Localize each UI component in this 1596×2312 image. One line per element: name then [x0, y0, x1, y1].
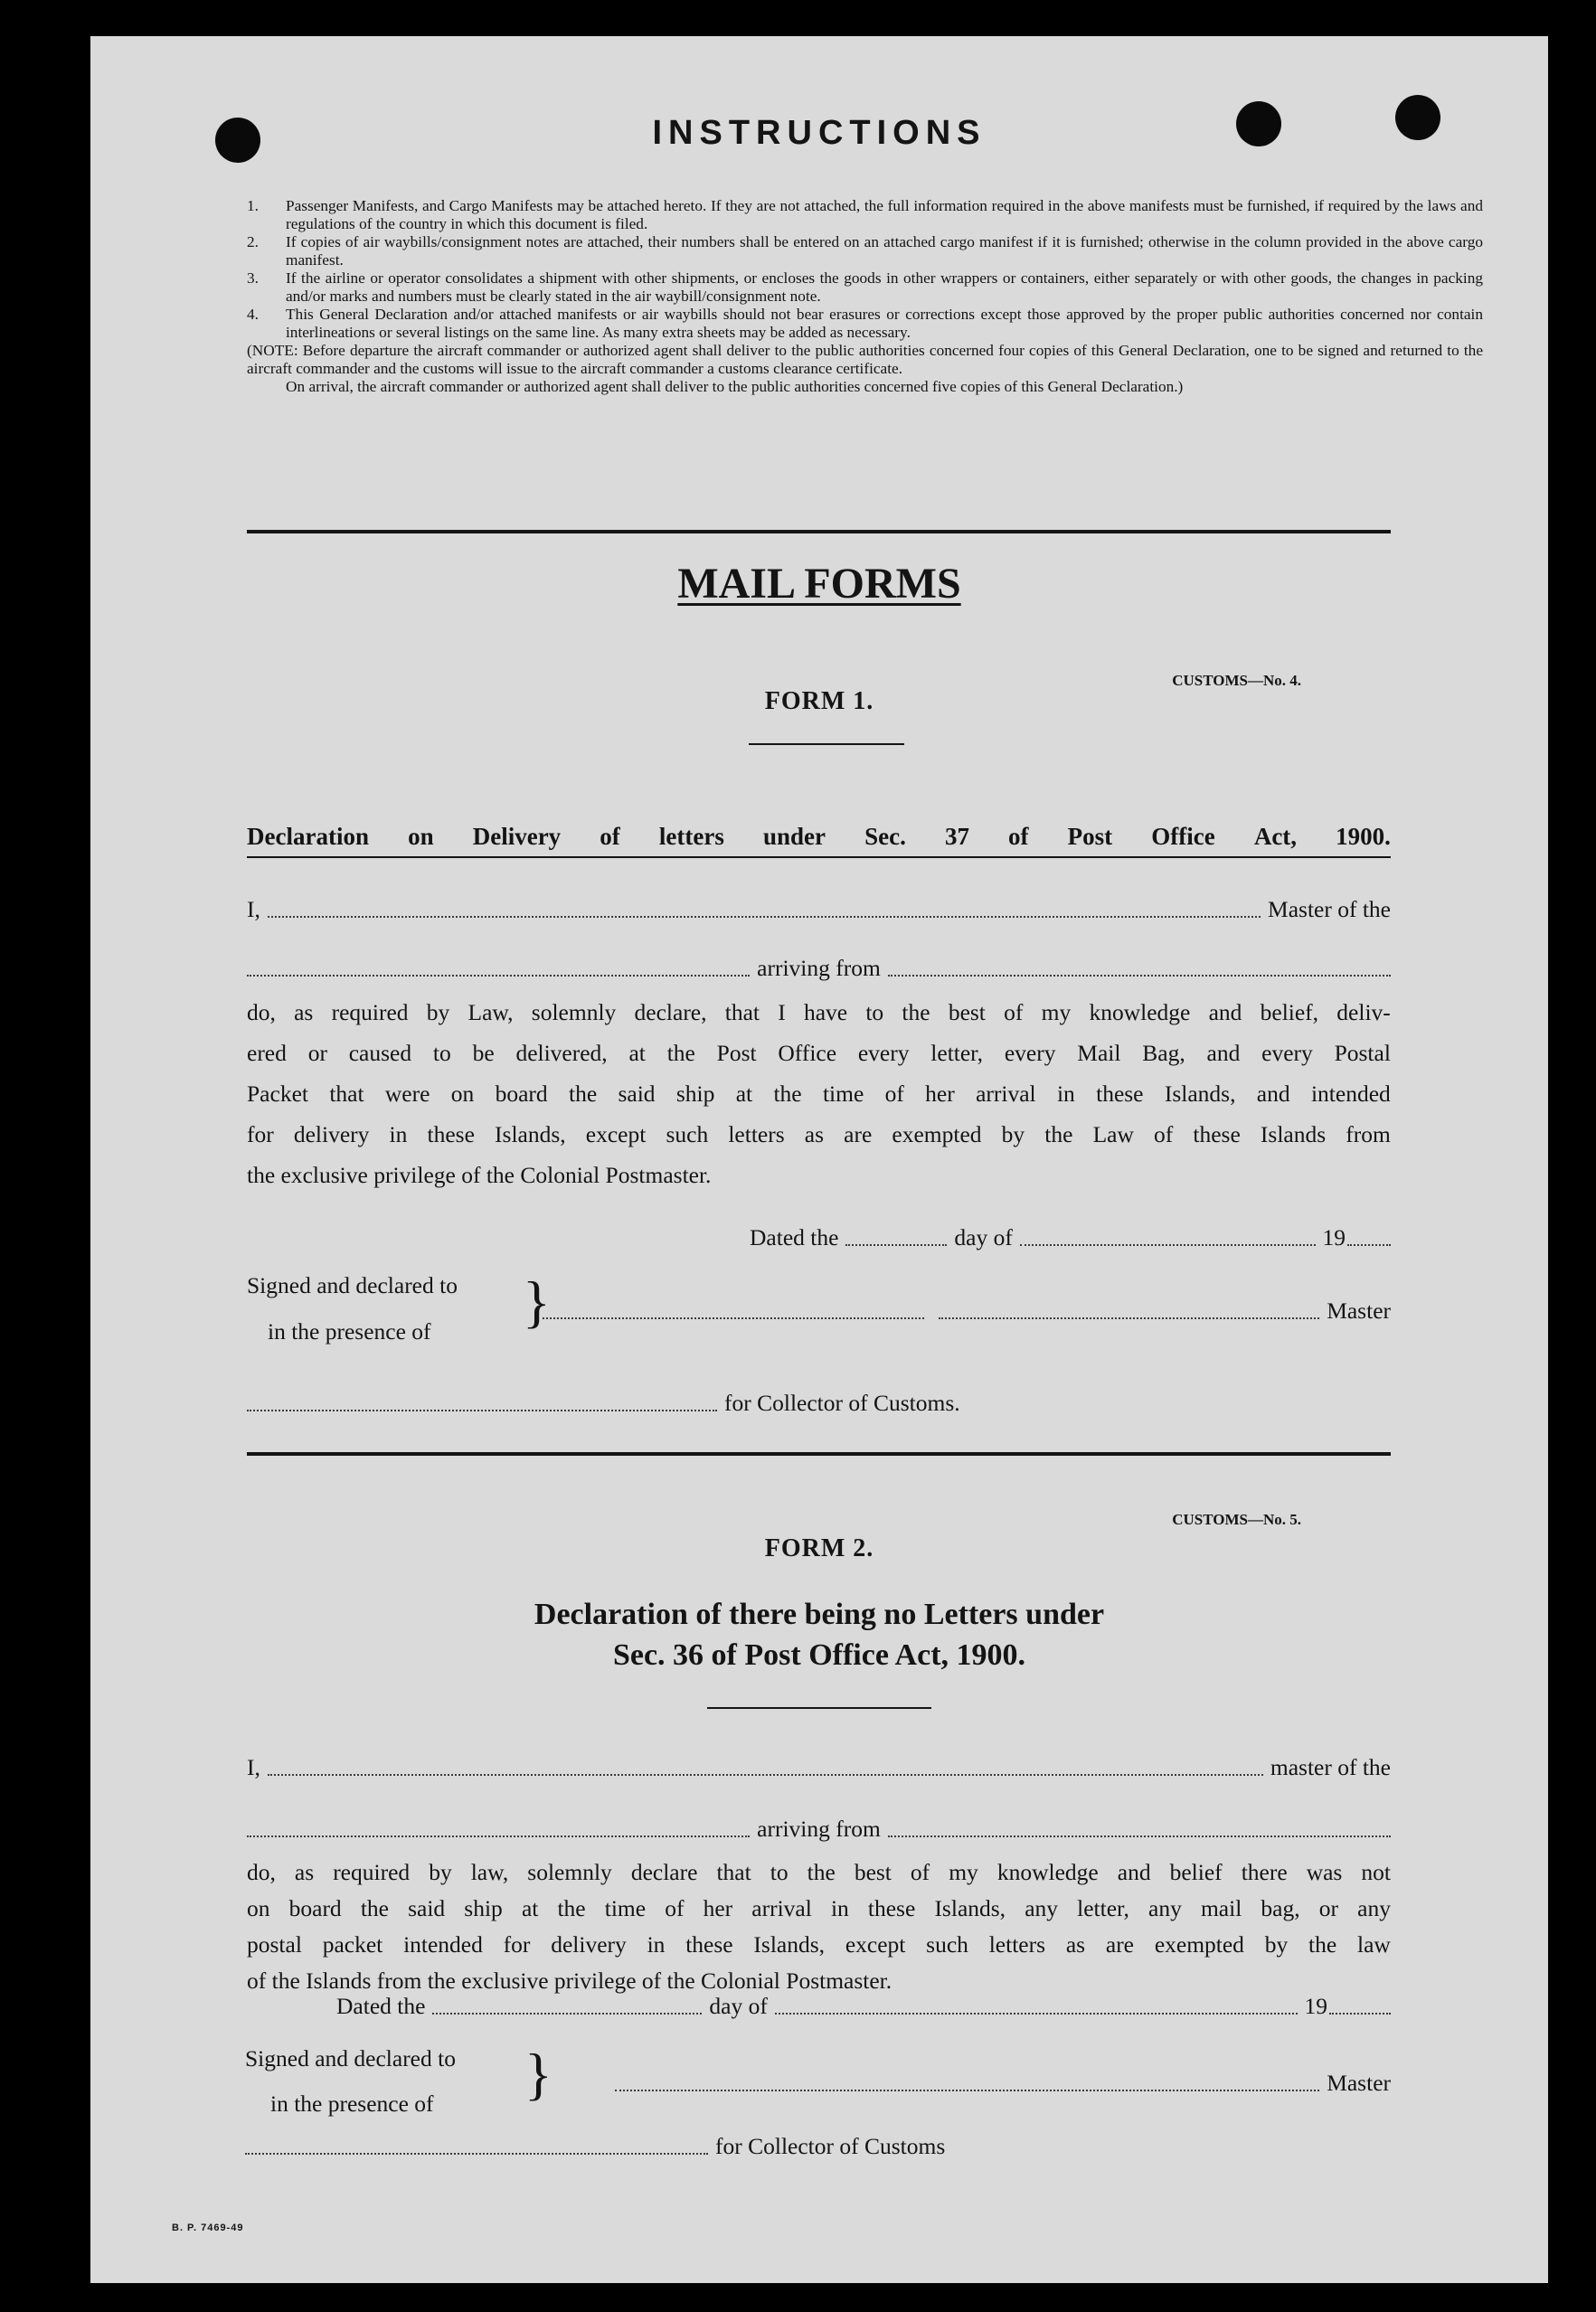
ship-field[interactable]: [247, 1835, 750, 1837]
form2-body: [247, 1854, 1391, 1999]
form2-arriving-line: [247, 1816, 1391, 1843]
name-field[interactable]: [268, 916, 1261, 918]
declaration-word: Sec.: [864, 823, 906, 850]
form2-dated-line: [336, 1993, 1391, 2020]
master-of-the-label: master of the: [1270, 1754, 1391, 1780]
declaration-word: of: [1008, 823, 1029, 850]
master-label: Master: [1327, 2070, 1391, 2096]
instruction-item: 2. If copies of air waybills/consignment notes are attached, their numbers shall be entered on an attached cargo manifest if it is furnished; otherwise in the column provided in the above cargo manifest.: [247, 233, 1483, 269]
origin-field[interactable]: [888, 975, 1391, 977]
instruction-item: 3. If the airline or operator consolidates a shipment with other shipments, or encloses the goods in other wrappers or containers, either separately or with other goods, the changes in packing and/or marks and numbers must be clearly stated in the air waybill/consignment note.: [247, 269, 1483, 305]
declaration-word: Act,: [1253, 823, 1298, 850]
master-signature-field[interactable]: [615, 2090, 1319, 2091]
customs-number: CUSTOMS—No. 4.: [1172, 672, 1301, 689]
form1-arriving-line: [247, 955, 1391, 982]
declaration-word: under: [762, 823, 826, 850]
brace: }: [523, 1269, 551, 1334]
declaration-word: 37: [944, 823, 969, 850]
document-page: [90, 36, 1548, 2283]
form1-declaration-title: [247, 823, 1391, 851]
body-line: postal packet intended for delivery in these Islands, except such letters as are exempted by the law: [247, 1931, 1391, 1958]
instructions-list: [247, 197, 1483, 396]
ship-field[interactable]: [247, 975, 750, 977]
master-signature-field[interactable]: [939, 1317, 1320, 1319]
collector-signature-field[interactable]: [247, 1410, 717, 1411]
form2-master-sign-line: [615, 2070, 1391, 2097]
form1-body: [247, 992, 1391, 1195]
declaration-word: on: [408, 823, 434, 850]
arriving-from-label: arriving from: [757, 1816, 881, 1842]
declaration-word: Office: [1151, 823, 1215, 850]
declaration-word: Post: [1067, 823, 1113, 850]
customs-number: CUSTOMS—No. 5.: [1172, 1511, 1301, 1528]
year-field[interactable]: [1329, 2013, 1391, 2015]
name-field[interactable]: [268, 1774, 1263, 1776]
instruction-note-arrival: On arrival, the aircraft commander or authorized agent shall deliver to the public authorities concerned five copies of this General Declaration.): [286, 378, 1184, 395]
year-label: 19: [1322, 1224, 1346, 1250]
collector-signature-field[interactable]: [245, 2153, 708, 2155]
day-of-label: day of: [954, 1224, 1013, 1250]
dated-label: Dated the: [336, 1993, 426, 2019]
collector-label: for Collector of Customs: [715, 2133, 946, 2159]
form2-title-line1: Declaration of there being no Letters under: [534, 1598, 1105, 1631]
form2-heading: FORM 2.: [764, 1534, 874, 1562]
signed-declared-label: Signed and declared to: [247, 1272, 458, 1298]
origin-field[interactable]: [888, 1835, 1391, 1837]
body-line: Packet that were on board the said ship at the time of her arrival in these Islands, and intended: [247, 1081, 1391, 1107]
presence-label: in the presence of: [270, 2090, 434, 2117]
declaration-word: 1900.: [1336, 823, 1391, 850]
signed-declared-label: Signed and declared to: [245, 2045, 456, 2071]
heading-rule: [707, 1707, 931, 1709]
date-field[interactable]: [432, 2013, 702, 2015]
form1-master-line: [247, 896, 1391, 923]
i-label: I,: [247, 896, 260, 922]
instruction-item: 1. Passenger Manifests, and Cargo Manifests may be attached hereto. If they are not attached, the full information required in the above manifests must be furnished, if required by the laws and regulations of the country in which this document is filed.: [247, 197, 1483, 232]
body-line: do, as required by Law, solemnly declare, that I have to the best of my knowledge and belief, deliv-: [247, 999, 1391, 1025]
body-line: do, as required by law, solemnly declare that to the best of my knowledge and belief there was not: [247, 1859, 1391, 1885]
i-label: I,: [247, 1754, 260, 1780]
declaration-word: Delivery: [472, 823, 562, 850]
instruction-note: (NOTE: Before departure the aircraft commander or authorized agent shall deliver to the public authorities concerned four copies of this General Declaration, one to be signed and returned to the aircraft commander and the customs will issue to the aircraft commander a customs clearance certificate.: [247, 342, 1483, 377]
form1-collector-line: [247, 1390, 1115, 1417]
day-of-label: day of: [709, 1993, 768, 2019]
instructions-title: INSTRUCTIONS: [652, 114, 987, 152]
witness-field[interactable]: [543, 1317, 924, 1319]
year-label: 19: [1304, 1993, 1327, 2019]
master-label: Master: [1327, 1298, 1391, 1324]
heading-rule: [749, 743, 904, 745]
collector-label: for Collector of Customs.: [724, 1390, 960, 1416]
body-line: the exclusive privilege of the Colonial Postmaster.: [247, 1162, 712, 1188]
section-divider: [247, 1452, 1391, 1456]
declaration-word: letters: [658, 823, 724, 850]
form2-collector-line: [245, 2133, 1140, 2160]
declaration-word: of: [600, 823, 620, 850]
form1-dated-line: [750, 1224, 1391, 1251]
form2-title-line2: Sec. 36 of Post Office Act, 1900.: [612, 1638, 1026, 1672]
body-line: of the Islands from the exclusive privilege of the Colonial Postmaster.: [247, 1968, 892, 1994]
section-divider: [247, 530, 1391, 533]
master-of-the-label: Master of the: [1268, 896, 1391, 922]
form2-master-line: [247, 1754, 1391, 1781]
body-line: for delivery in these Islands, except such letters as are exempted by the Law of these Islands from: [247, 1121, 1391, 1147]
year-field[interactable]: [1347, 1244, 1391, 1246]
body-line: on board the said ship at the time of her arrival in these Islands, any letter, any mail bag, or any: [247, 1895, 1391, 1921]
form1-heading: FORM 1.: [764, 687, 874, 715]
instruction-item: 4. This General Declaration and/or attached manifests or air waybills should not bear erasures or corrections except those approved by the proper public authorities concerned nor contain interlineations or several listings on the same line. As many extra sheets may be added as necessary.: [247, 306, 1483, 341]
form1-master-sign-line: [543, 1298, 1391, 1325]
date-field[interactable]: [845, 1244, 947, 1246]
mail-forms-title: MAIL FORMS: [677, 560, 961, 608]
print-code: B. P. 7469-49: [172, 2222, 244, 2233]
arriving-from-label: arriving from: [757, 955, 881, 981]
dated-label: Dated the: [750, 1224, 839, 1250]
declaration-word: Declaration: [247, 823, 369, 850]
title-rule: [247, 856, 1391, 858]
month-field[interactable]: [1020, 1244, 1316, 1246]
body-line: ered or caused to be delivered, at the Post Office every letter, every Mail Bag, and every Postal: [247, 1040, 1391, 1066]
presence-label: in the presence of: [268, 1318, 431, 1345]
month-field[interactable]: [775, 2013, 1298, 2015]
brace: }: [524, 2042, 552, 2106]
